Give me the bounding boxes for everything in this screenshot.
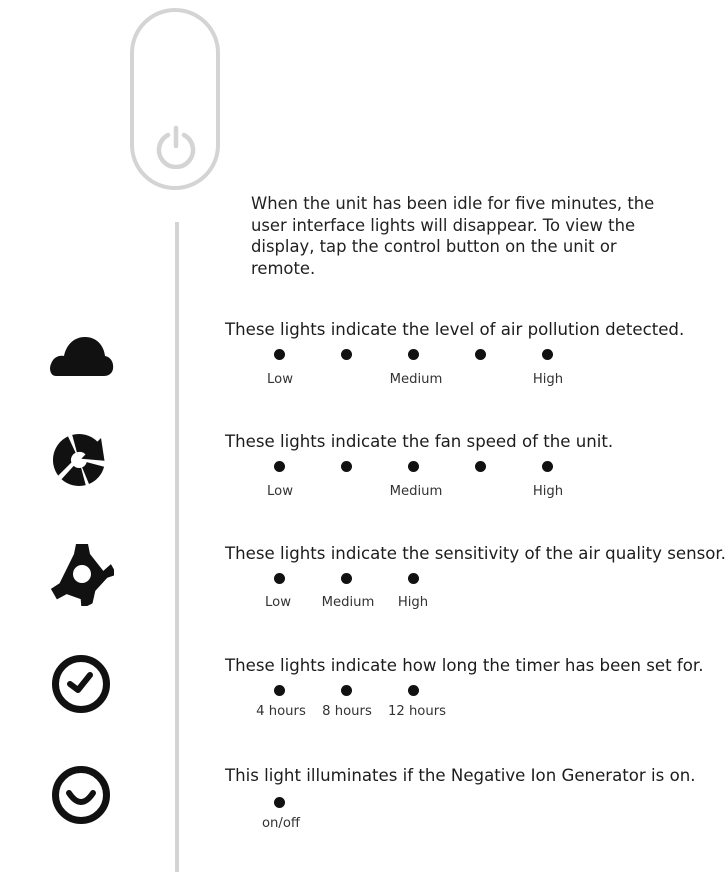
- fan-icon: [48, 428, 110, 492]
- sensitivity-light-2: [341, 573, 352, 584]
- pollution-light-3: [408, 349, 419, 360]
- ion-label-onoff: on/off: [261, 816, 301, 831]
- fan-light-2: [341, 461, 352, 472]
- timer-label-8h: 8 hours: [322, 704, 372, 719]
- pollution-light-1: [274, 349, 285, 360]
- pollution-heading: These lights indicate the level of air pollution detected.: [225, 320, 685, 339]
- sensitivity-heading: These lights indicate the sensitivity of the air quality sensor.: [225, 544, 726, 563]
- pollution-label-medium: Medium: [389, 372, 443, 387]
- pollution-light-4: [475, 349, 486, 360]
- gear-icon: [50, 542, 114, 606]
- clock-icon: [51, 654, 111, 714]
- fan-speed-heading: These lights indicate the fan speed of the unit.: [225, 432, 614, 451]
- pollution-label-low: Low: [267, 372, 293, 387]
- ion-generator-heading: This light illuminates if the Negative Ion Generator is on.: [225, 766, 696, 785]
- pollution-light-2: [341, 349, 352, 360]
- fan-label-high: High: [532, 484, 564, 499]
- fan-light-5: [542, 461, 553, 472]
- sensitivity-light-1: [274, 573, 285, 584]
- timer-label-12h: 12 hours: [387, 704, 447, 719]
- sensitivity-label-high: High: [397, 595, 429, 610]
- pollution-label-high: High: [532, 372, 564, 387]
- fan-label-medium: Medium: [389, 484, 443, 499]
- power-icon[interactable]: [155, 125, 197, 169]
- ion-generator-light: [274, 797, 285, 808]
- timer-label-4h: 4 hours: [256, 704, 306, 719]
- sensitivity-label-low: Low: [265, 595, 291, 610]
- timer-light-1: [274, 685, 285, 696]
- pollution-light-5: [542, 349, 553, 360]
- fan-label-low: Low: [267, 484, 293, 499]
- fan-light-3: [408, 461, 419, 472]
- timer-light-3: [408, 685, 419, 696]
- smile-icon: [51, 765, 111, 825]
- fan-light-1: [274, 461, 285, 472]
- sensitivity-light-3: [408, 573, 419, 584]
- timer-light-2: [341, 685, 352, 696]
- timer-heading: These lights indicate how long the timer has been set for.: [225, 656, 704, 675]
- cloud-icon: [48, 334, 114, 378]
- sensitivity-label-medium: Medium: [321, 595, 375, 610]
- fan-light-4: [475, 461, 486, 472]
- intro-text: When the unit has been idle for five minutes, the user interface lights will disappear. To view the display, tap the control button on the unit or remote.: [251, 194, 655, 278]
- connector-line: [175, 222, 179, 872]
